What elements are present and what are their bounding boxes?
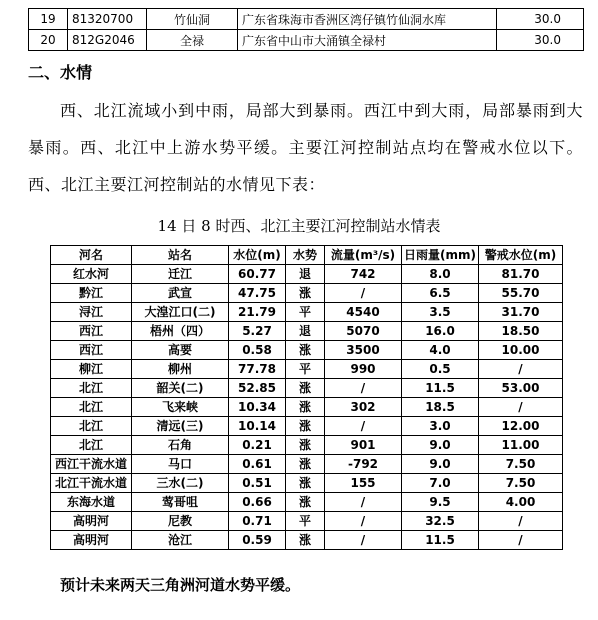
table-row (51, 531, 563, 550)
flow-rate: / (325, 531, 402, 550)
section-title: 二、水情 (28, 63, 93, 82)
water-level: 60.77 (229, 265, 286, 284)
station-name: 柳州 (132, 360, 229, 379)
station-name: 迁江 (132, 265, 229, 284)
water-level: 21.79 (229, 303, 286, 322)
flow-rate: 302 (325, 398, 402, 417)
forecast-note: 预计未来两天三角洲河道水势平缓。 (60, 576, 301, 594)
water-level: 47.75 (229, 284, 286, 303)
river-name: 北江 (51, 379, 132, 398)
rainfall-stations-table (28, 8, 584, 51)
warning-level: 18.50 (479, 322, 563, 341)
river-name: 高明河 (51, 531, 132, 550)
table-title: 14 日 8 时西、北江主要江河控制站水情表 (157, 217, 441, 235)
water-trend: 涨 (286, 417, 325, 436)
water-level: 0.66 (229, 493, 286, 512)
flow-rate: 155 (325, 474, 402, 493)
water-trend: 退 (286, 265, 325, 284)
warning-level: 10.00 (479, 341, 563, 360)
station-name: 高要 (132, 341, 229, 360)
header-level: 水位(m) (229, 246, 286, 265)
table-row (51, 341, 563, 360)
flow-rate: 3500 (325, 341, 402, 360)
header-river: 河名 (51, 246, 132, 265)
station-name: 沧江 (132, 531, 229, 550)
table-header-row (51, 246, 563, 265)
water-level: 0.71 (229, 512, 286, 531)
station-name: 三水(二) (132, 474, 229, 493)
daily-rainfall: 18.5 (402, 398, 479, 417)
station-name: 大湟江口(二) (132, 303, 229, 322)
warning-level: 81.70 (479, 265, 563, 284)
table-row (51, 474, 563, 493)
table-row (51, 284, 563, 303)
flow-rate: / (325, 284, 402, 303)
flow-rate: / (325, 379, 402, 398)
station-address: 广东省中山市大涌镇全禄村 (238, 30, 497, 51)
row-number: 20 (29, 30, 68, 51)
header-station: 站名 (132, 246, 229, 265)
warning-level: 4.00 (479, 493, 563, 512)
river-name: 红水河 (51, 265, 132, 284)
water-level: 0.59 (229, 531, 286, 550)
water-level: 5.27 (229, 322, 286, 341)
header-rain: 日雨量(mm) (402, 246, 479, 265)
table-row (51, 265, 563, 284)
daily-rainfall: 32.5 (402, 512, 479, 531)
daily-rainfall: 11.5 (402, 531, 479, 550)
daily-rainfall: 4.0 (402, 341, 479, 360)
warning-level: 11.00 (479, 436, 563, 455)
warning-level: / (479, 398, 563, 417)
daily-rainfall: 7.0 (402, 474, 479, 493)
table-row (51, 455, 563, 474)
table-row (51, 303, 563, 322)
table-row (51, 379, 563, 398)
table-row (51, 322, 563, 341)
daily-rainfall: 9.5 (402, 493, 479, 512)
station-name: 韶关(二) (132, 379, 229, 398)
river-name: 北江 (51, 398, 132, 417)
water-trend: 涨 (286, 493, 325, 512)
table-row (51, 360, 563, 379)
flow-rate: 5070 (325, 322, 402, 341)
river-name: 北江 (51, 417, 132, 436)
flow-rate: 990 (325, 360, 402, 379)
daily-rainfall: 6.5 (402, 284, 479, 303)
daily-rainfall: 11.5 (402, 379, 479, 398)
header-warning: 警戒水位(m) (479, 246, 563, 265)
water-trend: 涨 (286, 531, 325, 550)
river-name: 黔江 (51, 284, 132, 303)
river-name: 北江 (51, 436, 132, 455)
table-row (51, 493, 563, 512)
table-row (51, 512, 563, 531)
daily-rainfall: 8.0 (402, 265, 479, 284)
header-flow: 流量(m³/s) (325, 246, 402, 265)
flow-rate: 742 (325, 265, 402, 284)
table-row (51, 398, 563, 417)
river-name: 浔江 (51, 303, 132, 322)
water-trend: 涨 (286, 436, 325, 455)
station-name: 清远(三) (132, 417, 229, 436)
station-name: 竹仙洞 (147, 9, 238, 30)
station-row (29, 9, 584, 30)
water-trend: 涨 (286, 455, 325, 474)
water-trend: 涨 (286, 341, 325, 360)
water-level: 0.61 (229, 455, 286, 474)
rain-value: 30.0 (497, 9, 584, 30)
water-level: 10.34 (229, 398, 286, 417)
water-level: 77.78 (229, 360, 286, 379)
station-name: 莺哥咀 (132, 493, 229, 512)
flow-rate: / (325, 417, 402, 436)
flow-rate: / (325, 512, 402, 531)
daily-rainfall: 0.5 (402, 360, 479, 379)
warning-level: / (479, 360, 563, 379)
daily-rainfall: 16.0 (402, 322, 479, 341)
water-level: 10.14 (229, 417, 286, 436)
table-row (51, 417, 563, 436)
station-code: 812G2046 (68, 30, 147, 51)
warning-level: 7.50 (479, 474, 563, 493)
water-trend: 涨 (286, 474, 325, 493)
station-name: 飞来峡 (132, 398, 229, 417)
warning-level: 55.70 (479, 284, 563, 303)
water-trend: 平 (286, 360, 325, 379)
row-number: 19 (29, 9, 68, 30)
warning-level: / (479, 531, 563, 550)
rain-value: 30.0 (497, 30, 584, 51)
river-name: 西江 (51, 341, 132, 360)
station-name: 梧州（四） (132, 322, 229, 341)
water-trend: 涨 (286, 398, 325, 417)
river-name: 东海水道 (51, 493, 132, 512)
flow-rate: -792 (325, 455, 402, 474)
river-name: 西江干流水道 (51, 455, 132, 474)
river-name: 北江干流水道 (51, 474, 132, 493)
water-trend: 涨 (286, 284, 325, 303)
warning-level: 12.00 (479, 417, 563, 436)
station-name: 全禄 (147, 30, 238, 51)
station-name: 马口 (132, 455, 229, 474)
warning-level: 31.70 (479, 303, 563, 322)
station-address: 广东省珠海市香洲区湾仔镇竹仙洞水库 (238, 9, 497, 30)
daily-rainfall: 9.0 (402, 455, 479, 474)
station-name: 石角 (132, 436, 229, 455)
water-level: 0.58 (229, 341, 286, 360)
station-code: 81320700 (68, 9, 147, 30)
water-trend: 退 (286, 322, 325, 341)
station-name: 尼教 (132, 512, 229, 531)
flow-rate: 4540 (325, 303, 402, 322)
water-situation-paragraph: 西、北江流域小到中雨，局部大到暴雨。西江中到大雨，局部暴雨到大暴雨。西、北江中上游水势平缓。主要江河控制站点均在警戒水位以下。西、北江主要江河控制站的水情见下表： (28, 101, 583, 194)
table-row (51, 436, 563, 455)
flow-rate: 901 (325, 436, 402, 455)
warning-level: 7.50 (479, 455, 563, 474)
station-row (29, 30, 584, 51)
water-trend: 平 (286, 512, 325, 531)
water-level: 52.85 (229, 379, 286, 398)
water-trend: 平 (286, 303, 325, 322)
daily-rainfall: 3.5 (402, 303, 479, 322)
water-level: 0.51 (229, 474, 286, 493)
water-level: 0.21 (229, 436, 286, 455)
river-name: 柳江 (51, 360, 132, 379)
header-trend: 水势 (286, 246, 325, 265)
daily-rainfall: 3.0 (402, 417, 479, 436)
river-name: 西江 (51, 322, 132, 341)
water-trend: 涨 (286, 379, 325, 398)
hydrology-table (50, 245, 563, 550)
warning-level: 53.00 (479, 379, 563, 398)
warning-level: / (479, 512, 563, 531)
river-name: 高明河 (51, 512, 132, 531)
daily-rainfall: 9.0 (402, 436, 479, 455)
station-name: 武宣 (132, 284, 229, 303)
flow-rate: / (325, 493, 402, 512)
